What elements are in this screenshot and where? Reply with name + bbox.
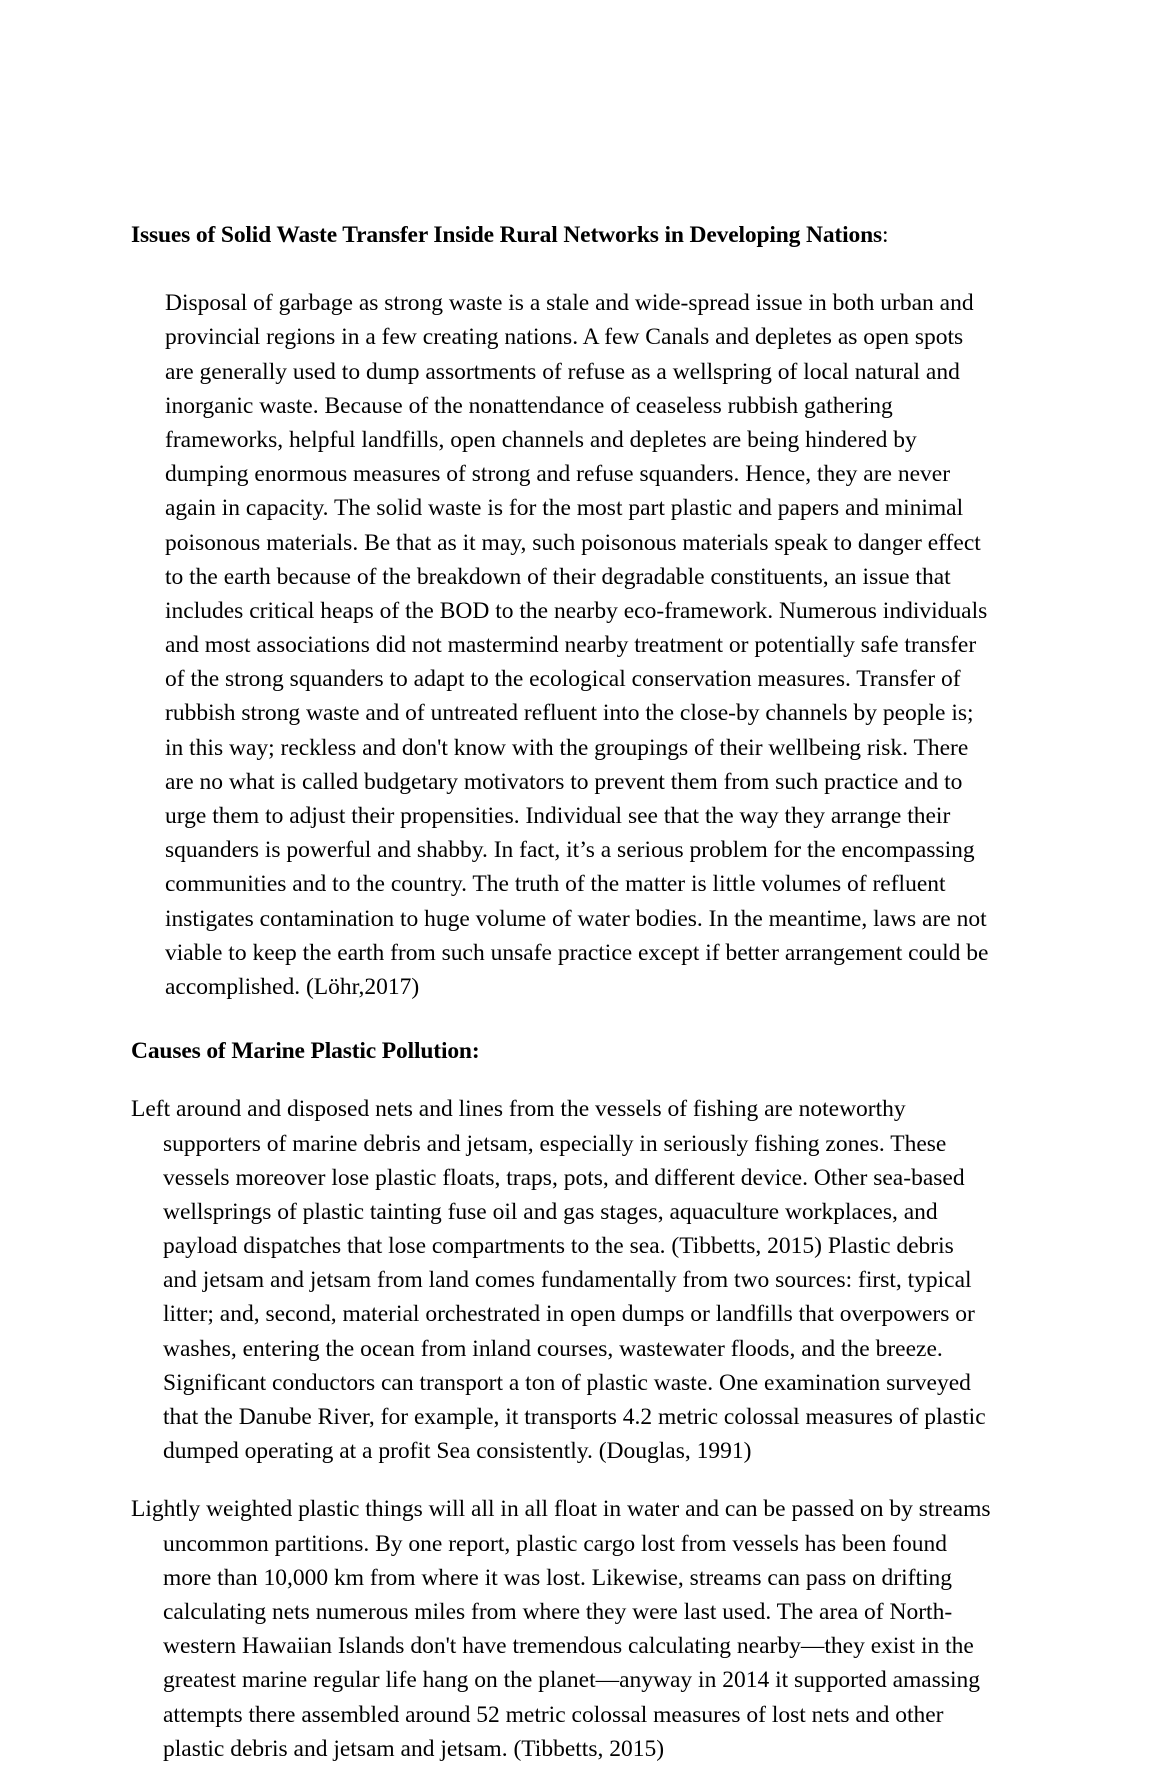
section-heading-solid-waste-colon: :: [882, 222, 889, 248]
document-body: [131, 218, 992, 1766]
paragraph-solid-waste-body: Disposal of garbage as strong waste is a stale and wide-spread issue in both urban and provincial regions in a few creating nations. A few Canals and depletes as open spots are generally used to dump assortments of refuse as a wellspring of local natural and inorganic waste. Because of the nonattendance of ceaseless rubbish gathering frameworks, helpful landfills, open channels and depletes are being hindered by dumping enormous measures of strong and refuse squanders. Hence, they are never again in capacity. The solid waste is for the most part plastic and papers and minimal poisonous materials. Be that as it may, such poisonous materials speak to danger effect to the earth because of the breakdown of their degradable constituents, an issue that includes critical heaps of the BOD to the nearby eco-framework. Numerous individuals and most associations did not mastermind nearby treatment or potentially safe transfer of the strong squanders to adapt to the ecological conservation measures. Transfer of rubbish strong waste and of untreated refluent into the close-by channels by people is; in this way; reckless and don't know with the groupings of their wellbeing risk. There are no what is called budgetary motivators to prevent them from such practice and to urge them to adjust their propensities. Individual see that the way they arrange their squanders is powerful and shabby. In fact, it’s a serious problem for the encompassing communities and to the country. The truth of the matter is little volumes of refluent instigates contamination to huge volume of water bodies. In the meantime, laws are not viable to keep the earth from such unsafe practice except if better arrangement could be accomplished. (Löhr,2017): [165, 290, 989, 1000]
spacer-before-causes-heading: [131, 1004, 992, 1034]
section-heading-marine-plastic-text: Causes of Marine Plastic Pollution:: [131, 1038, 480, 1065]
spacer-after-causes-heading: [131, 1068, 992, 1092]
paragraph-causes-second: Lightly weighted plastic things will all in all float in water and can be passed on by streams uncommon partitions. By one report, plastic cargo lost from vessels has been found more than 10,000 km from where it was lost. Likewise, streams can pass on drifting calculating nets numerous miles from where they were last used. The area of North-western Hawaiian Islands don't have tremendous calculating nearby—they exist in the greatest marine regular life hang on the planet—anyway in 2014 it supported amassing attempts there assembled around 52 metric colossal measures of lost nets and other plastic debris and jetsam and jetsam. (Tibbetts, 2015): [131, 1496, 991, 1762]
section-heading-solid-waste-text: Issues of Solid Waste Transfer Inside Rural Networks in Developing Nations: [131, 222, 882, 248]
section-heading-solid-waste: [131, 218, 992, 252]
spacer-after-first-heading: [131, 252, 992, 286]
section-heading-marine-plastic: [131, 1034, 992, 1068]
paragraph-causes-first: Left around and disposed nets and lines from the vessels of fishing are noteworthy supporters of marine debris and jetsam, especially in seriously fishing zones. These vessels moreover lose plastic floats, traps, pots, and different device. Other sea-based wellsprings of plastic tainting fuse oil and gas stages, aquaculture workplaces, and payload dispatches that lose compartments to the sea. (Tibbetts, 2015) Plastic debris and jetsam and jetsam from land comes fundamentally from two sources: first, typical litter; and, second, material orchestrated in open dumps or landfills that overpowers or washes, entering the ocean from inland courses, wastewater floods, and the breeze. Significant conductors can transport a ton of plastic waste. One examination surveyed that the Danube River, for example, it transports 4.2 metric colossal measures of plastic dumped operating at a profit Sea consistently. (Douglas, 1991): [131, 1096, 986, 1465]
spacer-between-causes-paragraphs: [131, 1468, 992, 1492]
